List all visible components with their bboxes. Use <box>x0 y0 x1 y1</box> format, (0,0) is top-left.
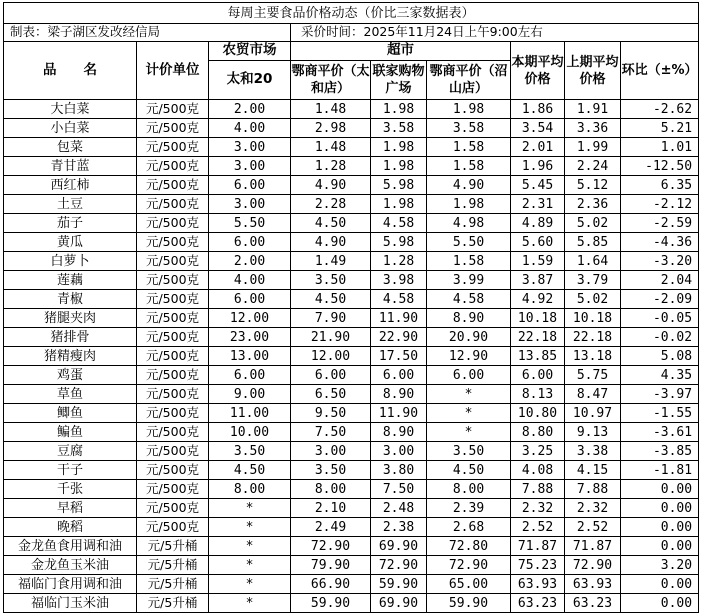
table-row <box>4 423 699 442</box>
this-avg-price: 8.13 <box>511 385 565 404</box>
price-unit: 元/500克 <box>137 195 209 214</box>
item-name: 猪精瘦肉 <box>4 347 137 366</box>
price-unit: 元/500克 <box>137 233 209 252</box>
store-a-price: 3.00 <box>291 442 371 461</box>
item-name: 豆腐 <box>4 442 137 461</box>
table-row <box>4 347 699 366</box>
last-avg-price: 5.75 <box>565 366 621 385</box>
last-avg-price: 10.18 <box>565 309 621 328</box>
item-name: 西红柿 <box>4 176 137 195</box>
table-row <box>4 138 699 157</box>
item-name: 小白菜 <box>4 119 137 138</box>
this-avg-price: 5.45 <box>511 176 565 195</box>
last-avg-price: 3.38 <box>565 442 621 461</box>
change-percent: 5.08 <box>621 347 699 366</box>
price-unit: 元/500克 <box>137 176 209 195</box>
change-percent: -2.12 <box>621 195 699 214</box>
this-avg-price: 4.08 <box>511 461 565 480</box>
store-c-price: 2.39 <box>427 499 511 518</box>
change-percent: -0.02 <box>621 328 699 347</box>
last-avg-price: 71.87 <box>565 537 621 556</box>
store-a-price: 2.10 <box>291 499 371 518</box>
header-change: 环比（±%） <box>621 42 699 100</box>
market-price: 6.00 <box>209 366 291 385</box>
item-name: 金龙鱼玉米油 <box>4 556 137 575</box>
market-price: 2.00 <box>209 100 291 119</box>
last-avg-price: 4.15 <box>565 461 621 480</box>
last-avg-price: 22.18 <box>565 328 621 347</box>
store-b-price: 4.58 <box>371 290 427 309</box>
this-avg-price: 2.31 <box>511 195 565 214</box>
item-name: 包菜 <box>4 138 137 157</box>
this-avg-price: 8.80 <box>511 423 565 442</box>
header-supermarket: 超市 <box>291 42 511 61</box>
store-b-price: 69.90 <box>371 537 427 556</box>
item-name: 大白菜 <box>4 100 137 119</box>
last-avg-price: 63.93 <box>565 575 621 594</box>
this-avg-price: 2.32 <box>511 499 565 518</box>
store-b-price: 1.28 <box>371 252 427 271</box>
item-name: 土豆 <box>4 195 137 214</box>
this-avg-price: 13.85 <box>511 347 565 366</box>
store-c-price: 4.98 <box>427 214 511 233</box>
store-c-price: 20.90 <box>427 328 511 347</box>
item-name: 青甘蓝 <box>4 157 137 176</box>
change-percent: -3.97 <box>621 385 699 404</box>
market-price: 23.00 <box>209 328 291 347</box>
last-avg-price: 5.02 <box>565 290 621 309</box>
store-b-price: 11.90 <box>371 309 427 328</box>
last-avg-price: 8.47 <box>565 385 621 404</box>
table-row <box>4 537 699 556</box>
store-a-price: 1.49 <box>291 252 371 271</box>
item-name: 鳊鱼 <box>4 423 137 442</box>
this-avg-price: 1.59 <box>511 252 565 271</box>
store-b-price: 8.90 <box>371 385 427 404</box>
table-row <box>4 328 699 347</box>
last-avg-price: 63.23 <box>565 594 621 613</box>
change-percent: -3.85 <box>621 442 699 461</box>
last-avg-price: 1.91 <box>565 100 621 119</box>
table-row <box>4 271 699 290</box>
this-avg-price: 10.18 <box>511 309 565 328</box>
price-unit: 元/500克 <box>137 157 209 176</box>
store-c-price: 1.98 <box>427 195 511 214</box>
market-price: 3.00 <box>209 157 291 176</box>
this-avg-price: 1.86 <box>511 100 565 119</box>
store-b-price: 72.90 <box>371 556 427 575</box>
table-row <box>4 404 699 423</box>
price-unit: 元/500克 <box>137 404 209 423</box>
last-avg-price: 5.12 <box>565 176 621 195</box>
store-a-price: 72.90 <box>291 537 371 556</box>
store-c-price: 3.58 <box>427 119 511 138</box>
last-avg-price: 1.99 <box>565 138 621 157</box>
change-percent: 1.01 <box>621 138 699 157</box>
table-row <box>4 442 699 461</box>
change-percent: 2.04 <box>621 271 699 290</box>
change-percent: 0.00 <box>621 594 699 613</box>
sheet-title: 每周主要食品价格动态（价比三家数据表） <box>4 3 699 24</box>
item-name: 鲫鱼 <box>4 404 137 423</box>
store-a-price: 59.90 <box>291 594 371 613</box>
store-a-price: 6.50 <box>291 385 371 404</box>
store-b-price: 7.50 <box>371 480 427 499</box>
price-unit: 元/500克 <box>137 309 209 328</box>
this-avg-price: 4.92 <box>511 290 565 309</box>
item-name: 早稻 <box>4 499 137 518</box>
store-a-price: 2.98 <box>291 119 371 138</box>
item-name: 鸡蛋 <box>4 366 137 385</box>
table-row <box>4 119 699 138</box>
this-avg-price: 3.87 <box>511 271 565 290</box>
store-c-price: 1.98 <box>427 100 511 119</box>
market-price: * <box>209 594 291 613</box>
table-row <box>4 100 699 119</box>
market-price: 4.00 <box>209 119 291 138</box>
this-avg-price: 3.54 <box>511 119 565 138</box>
change-percent: -3.61 <box>621 423 699 442</box>
item-name: 猪腿夹肉 <box>4 309 137 328</box>
price-unit: 元/500克 <box>137 461 209 480</box>
market-price: 4.50 <box>209 461 291 480</box>
store-c-price: 65.00 <box>427 575 511 594</box>
item-name: 茄子 <box>4 214 137 233</box>
store-c-price: 3.99 <box>427 271 511 290</box>
store-c-price: * <box>427 423 511 442</box>
market-price: * <box>209 537 291 556</box>
item-name: 莲藕 <box>4 271 137 290</box>
item-name: 草鱼 <box>4 385 137 404</box>
price-unit: 元/500克 <box>137 385 209 404</box>
last-avg-price: 72.90 <box>565 556 621 575</box>
this-avg-price: 63.23 <box>511 594 565 613</box>
this-avg-price: 5.60 <box>511 233 565 252</box>
change-percent: 0.00 <box>621 480 699 499</box>
item-name: 干子 <box>4 461 137 480</box>
store-b-price: 11.90 <box>371 404 427 423</box>
store-b-price: 17.50 <box>371 347 427 366</box>
store-b-price: 3.00 <box>371 442 427 461</box>
this-avg-price: 4.89 <box>511 214 565 233</box>
market-price: 3.50 <box>209 442 291 461</box>
price-unit: 元/500克 <box>137 252 209 271</box>
store-c-price: 1.58 <box>427 252 511 271</box>
store-a-price: 4.50 <box>291 214 371 233</box>
change-percent: -3.20 <box>621 252 699 271</box>
table-row <box>4 214 699 233</box>
store-c-price: 72.90 <box>427 556 511 575</box>
table-row <box>4 157 699 176</box>
this-avg-price: 63.93 <box>511 575 565 594</box>
table-row <box>4 195 699 214</box>
last-avg-price: 2.32 <box>565 499 621 518</box>
price-unit: 元/5升桶 <box>137 575 209 594</box>
store-a-price: 4.90 <box>291 233 371 252</box>
header-market: 农贸市场 <box>209 42 291 61</box>
market-price: 5.50 <box>209 214 291 233</box>
last-avg-price: 1.64 <box>565 252 621 271</box>
item-name: 福临门食用调和油 <box>4 575 137 594</box>
header-this-avg: 本期平均价格 <box>511 42 565 100</box>
change-percent: -12.50 <box>621 157 699 176</box>
change-percent: 5.21 <box>621 119 699 138</box>
market-price: 11.00 <box>209 404 291 423</box>
store-c-price: 4.90 <box>427 176 511 195</box>
store-b-price: 6.00 <box>371 366 427 385</box>
market-price: * <box>209 575 291 594</box>
last-avg-price: 2.52 <box>565 518 621 537</box>
market-price: 6.00 <box>209 176 291 195</box>
this-avg-price: 10.80 <box>511 404 565 423</box>
store-c-price: 3.50 <box>427 442 511 461</box>
table-row <box>4 366 699 385</box>
store-a-price: 8.00 <box>291 480 371 499</box>
store-c-price: 5.50 <box>427 233 511 252</box>
change-percent: -2.09 <box>621 290 699 309</box>
market-price: 13.00 <box>209 347 291 366</box>
change-percent: 0.00 <box>621 518 699 537</box>
change-percent: 6.35 <box>621 176 699 195</box>
store-b-price: 22.90 <box>371 328 427 347</box>
header-store-b: 联家购物广场 <box>371 61 427 100</box>
price-sheet <box>3 2 698 613</box>
store-a-price: 4.50 <box>291 290 371 309</box>
this-avg-price: 6.00 <box>511 366 565 385</box>
header-last-avg: 上期平均价格 <box>565 42 621 100</box>
market-price: 4.00 <box>209 271 291 290</box>
table-row <box>4 385 699 404</box>
table-row <box>4 556 699 575</box>
table-row <box>4 252 699 271</box>
store-b-price: 5.98 <box>371 176 427 195</box>
store-b-price: 3.98 <box>371 271 427 290</box>
price-unit: 元/500克 <box>137 442 209 461</box>
last-avg-price: 5.85 <box>565 233 621 252</box>
store-b-price: 2.38 <box>371 518 427 537</box>
change-percent: -1.55 <box>621 404 699 423</box>
last-avg-price: 5.02 <box>565 214 621 233</box>
change-percent: 4.35 <box>621 366 699 385</box>
table-row <box>4 233 699 252</box>
store-a-price: 3.50 <box>291 461 371 480</box>
this-avg-price: 2.52 <box>511 518 565 537</box>
change-percent: -1.81 <box>621 461 699 480</box>
this-avg-price: 2.01 <box>511 138 565 157</box>
table-row <box>4 290 699 309</box>
item-name: 福临门玉米油 <box>4 594 137 613</box>
store-a-price: 1.28 <box>291 157 371 176</box>
store-b-price: 1.98 <box>371 195 427 214</box>
last-avg-price: 10.97 <box>565 404 621 423</box>
this-avg-price: 3.25 <box>511 442 565 461</box>
price-unit: 元/500克 <box>137 499 209 518</box>
item-name: 白萝卜 <box>4 252 137 271</box>
store-c-price: 6.00 <box>427 366 511 385</box>
store-c-price: 1.58 <box>427 138 511 157</box>
store-a-price: 1.48 <box>291 100 371 119</box>
header-name: 品 名 <box>4 42 137 100</box>
market-price: * <box>209 518 291 537</box>
store-b-price: 69.90 <box>371 594 427 613</box>
store-b-price: 1.98 <box>371 157 427 176</box>
store-a-price: 2.28 <box>291 195 371 214</box>
market-price: 6.00 <box>209 233 291 252</box>
market-price: 3.00 <box>209 195 291 214</box>
store-a-price: 79.90 <box>291 556 371 575</box>
store-b-price: 4.58 <box>371 214 427 233</box>
this-avg-price: 1.96 <box>511 157 565 176</box>
this-avg-price: 7.88 <box>511 480 565 499</box>
last-avg-price: 9.13 <box>565 423 621 442</box>
store-a-price: 12.00 <box>291 347 371 366</box>
store-c-price: 2.68 <box>427 518 511 537</box>
store-a-price: 4.90 <box>291 176 371 195</box>
last-avg-price: 13.18 <box>565 347 621 366</box>
store-c-price: 8.00 <box>427 480 511 499</box>
store-c-price: 72.80 <box>427 537 511 556</box>
header-store-a: 鄂商平价（太和店） <box>291 61 371 100</box>
price-unit: 元/500克 <box>137 138 209 157</box>
store-a-price: 3.50 <box>291 271 371 290</box>
last-avg-price: 3.36 <box>565 119 621 138</box>
table-row <box>4 575 699 594</box>
price-unit: 元/500克 <box>137 347 209 366</box>
collect-time: 采价时间：2025年11月24日上午9:00左右 <box>291 24 699 42</box>
price-unit: 元/500克 <box>137 271 209 290</box>
store-b-price: 1.98 <box>371 100 427 119</box>
store-a-price: 66.90 <box>291 575 371 594</box>
store-b-price: 59.90 <box>371 575 427 594</box>
store-c-price: * <box>427 404 511 423</box>
change-percent: -2.59 <box>621 214 699 233</box>
market-price: 6.00 <box>209 290 291 309</box>
store-c-price: 4.58 <box>427 290 511 309</box>
change-percent: -2.62 <box>621 100 699 119</box>
table-row <box>4 518 699 537</box>
market-price: 8.00 <box>209 480 291 499</box>
store-b-price: 8.90 <box>371 423 427 442</box>
price-unit: 元/500克 <box>137 290 209 309</box>
price-unit: 元/500克 <box>137 214 209 233</box>
store-c-price: 12.90 <box>427 347 511 366</box>
price-unit: 元/5升桶 <box>137 594 209 613</box>
item-name: 千张 <box>4 480 137 499</box>
last-avg-price: 2.24 <box>565 157 621 176</box>
store-a-price: 6.00 <box>291 366 371 385</box>
table-row <box>4 480 699 499</box>
item-name: 青椒 <box>4 290 137 309</box>
market-price: 9.00 <box>209 385 291 404</box>
price-unit: 元/500克 <box>137 423 209 442</box>
header-store-c: 鄂商平价（沼山店） <box>427 61 511 100</box>
maker-label: 制表：梁子湖区发改经信局 <box>4 24 291 42</box>
change-percent: 0.00 <box>621 575 699 594</box>
item-name: 猪排骨 <box>4 328 137 347</box>
price-table <box>3 2 699 613</box>
item-name: 晚稻 <box>4 518 137 537</box>
store-c-price: 8.90 <box>427 309 511 328</box>
store-b-price: 2.48 <box>371 499 427 518</box>
table-row <box>4 309 699 328</box>
table-row <box>4 594 699 613</box>
market-price: 10.00 <box>209 423 291 442</box>
store-a-price: 21.90 <box>291 328 371 347</box>
store-b-price: 3.58 <box>371 119 427 138</box>
change-percent: -0.05 <box>621 309 699 328</box>
store-c-price: 59.90 <box>427 594 511 613</box>
change-percent: -4.36 <box>621 233 699 252</box>
this-avg-price: 71.87 <box>511 537 565 556</box>
store-a-price: 1.48 <box>291 138 371 157</box>
price-unit: 元/500克 <box>137 119 209 138</box>
table-row <box>4 461 699 480</box>
price-unit: 元/500克 <box>137 328 209 347</box>
store-c-price: 4.50 <box>427 461 511 480</box>
market-price: * <box>209 556 291 575</box>
change-percent: 3.20 <box>621 556 699 575</box>
this-avg-price: 75.23 <box>511 556 565 575</box>
this-avg-price: 22.18 <box>511 328 565 347</box>
price-unit: 元/500克 <box>137 518 209 537</box>
price-unit: 元/5升桶 <box>137 556 209 575</box>
header-market-sub: 太和20 <box>209 61 291 100</box>
item-name: 金龙鱼食用调和油 <box>4 537 137 556</box>
last-avg-price: 3.79 <box>565 271 621 290</box>
market-price: 3.00 <box>209 138 291 157</box>
last-avg-price: 7.88 <box>565 480 621 499</box>
table-row <box>4 499 699 518</box>
last-avg-price: 2.36 <box>565 195 621 214</box>
store-a-price: 9.50 <box>291 404 371 423</box>
price-unit: 元/500克 <box>137 366 209 385</box>
store-b-price: 5.98 <box>371 233 427 252</box>
item-name: 黄瓜 <box>4 233 137 252</box>
market-price: * <box>209 499 291 518</box>
store-a-price: 7.50 <box>291 423 371 442</box>
store-a-price: 7.90 <box>291 309 371 328</box>
market-price: 2.00 <box>209 252 291 271</box>
store-c-price: * <box>427 385 511 404</box>
market-price: 12.00 <box>209 309 291 328</box>
store-c-price: 1.58 <box>427 157 511 176</box>
price-unit: 元/500克 <box>137 100 209 119</box>
change-percent: 0.00 <box>621 499 699 518</box>
store-b-price: 1.98 <box>371 138 427 157</box>
price-unit: 元/500克 <box>137 480 209 499</box>
store-b-price: 3.80 <box>371 461 427 480</box>
table-row <box>4 176 699 195</box>
change-percent: 0.00 <box>621 537 699 556</box>
store-a-price: 2.49 <box>291 518 371 537</box>
header-unit: 计价单位 <box>137 42 209 100</box>
price-unit: 元/5升桶 <box>137 537 209 556</box>
